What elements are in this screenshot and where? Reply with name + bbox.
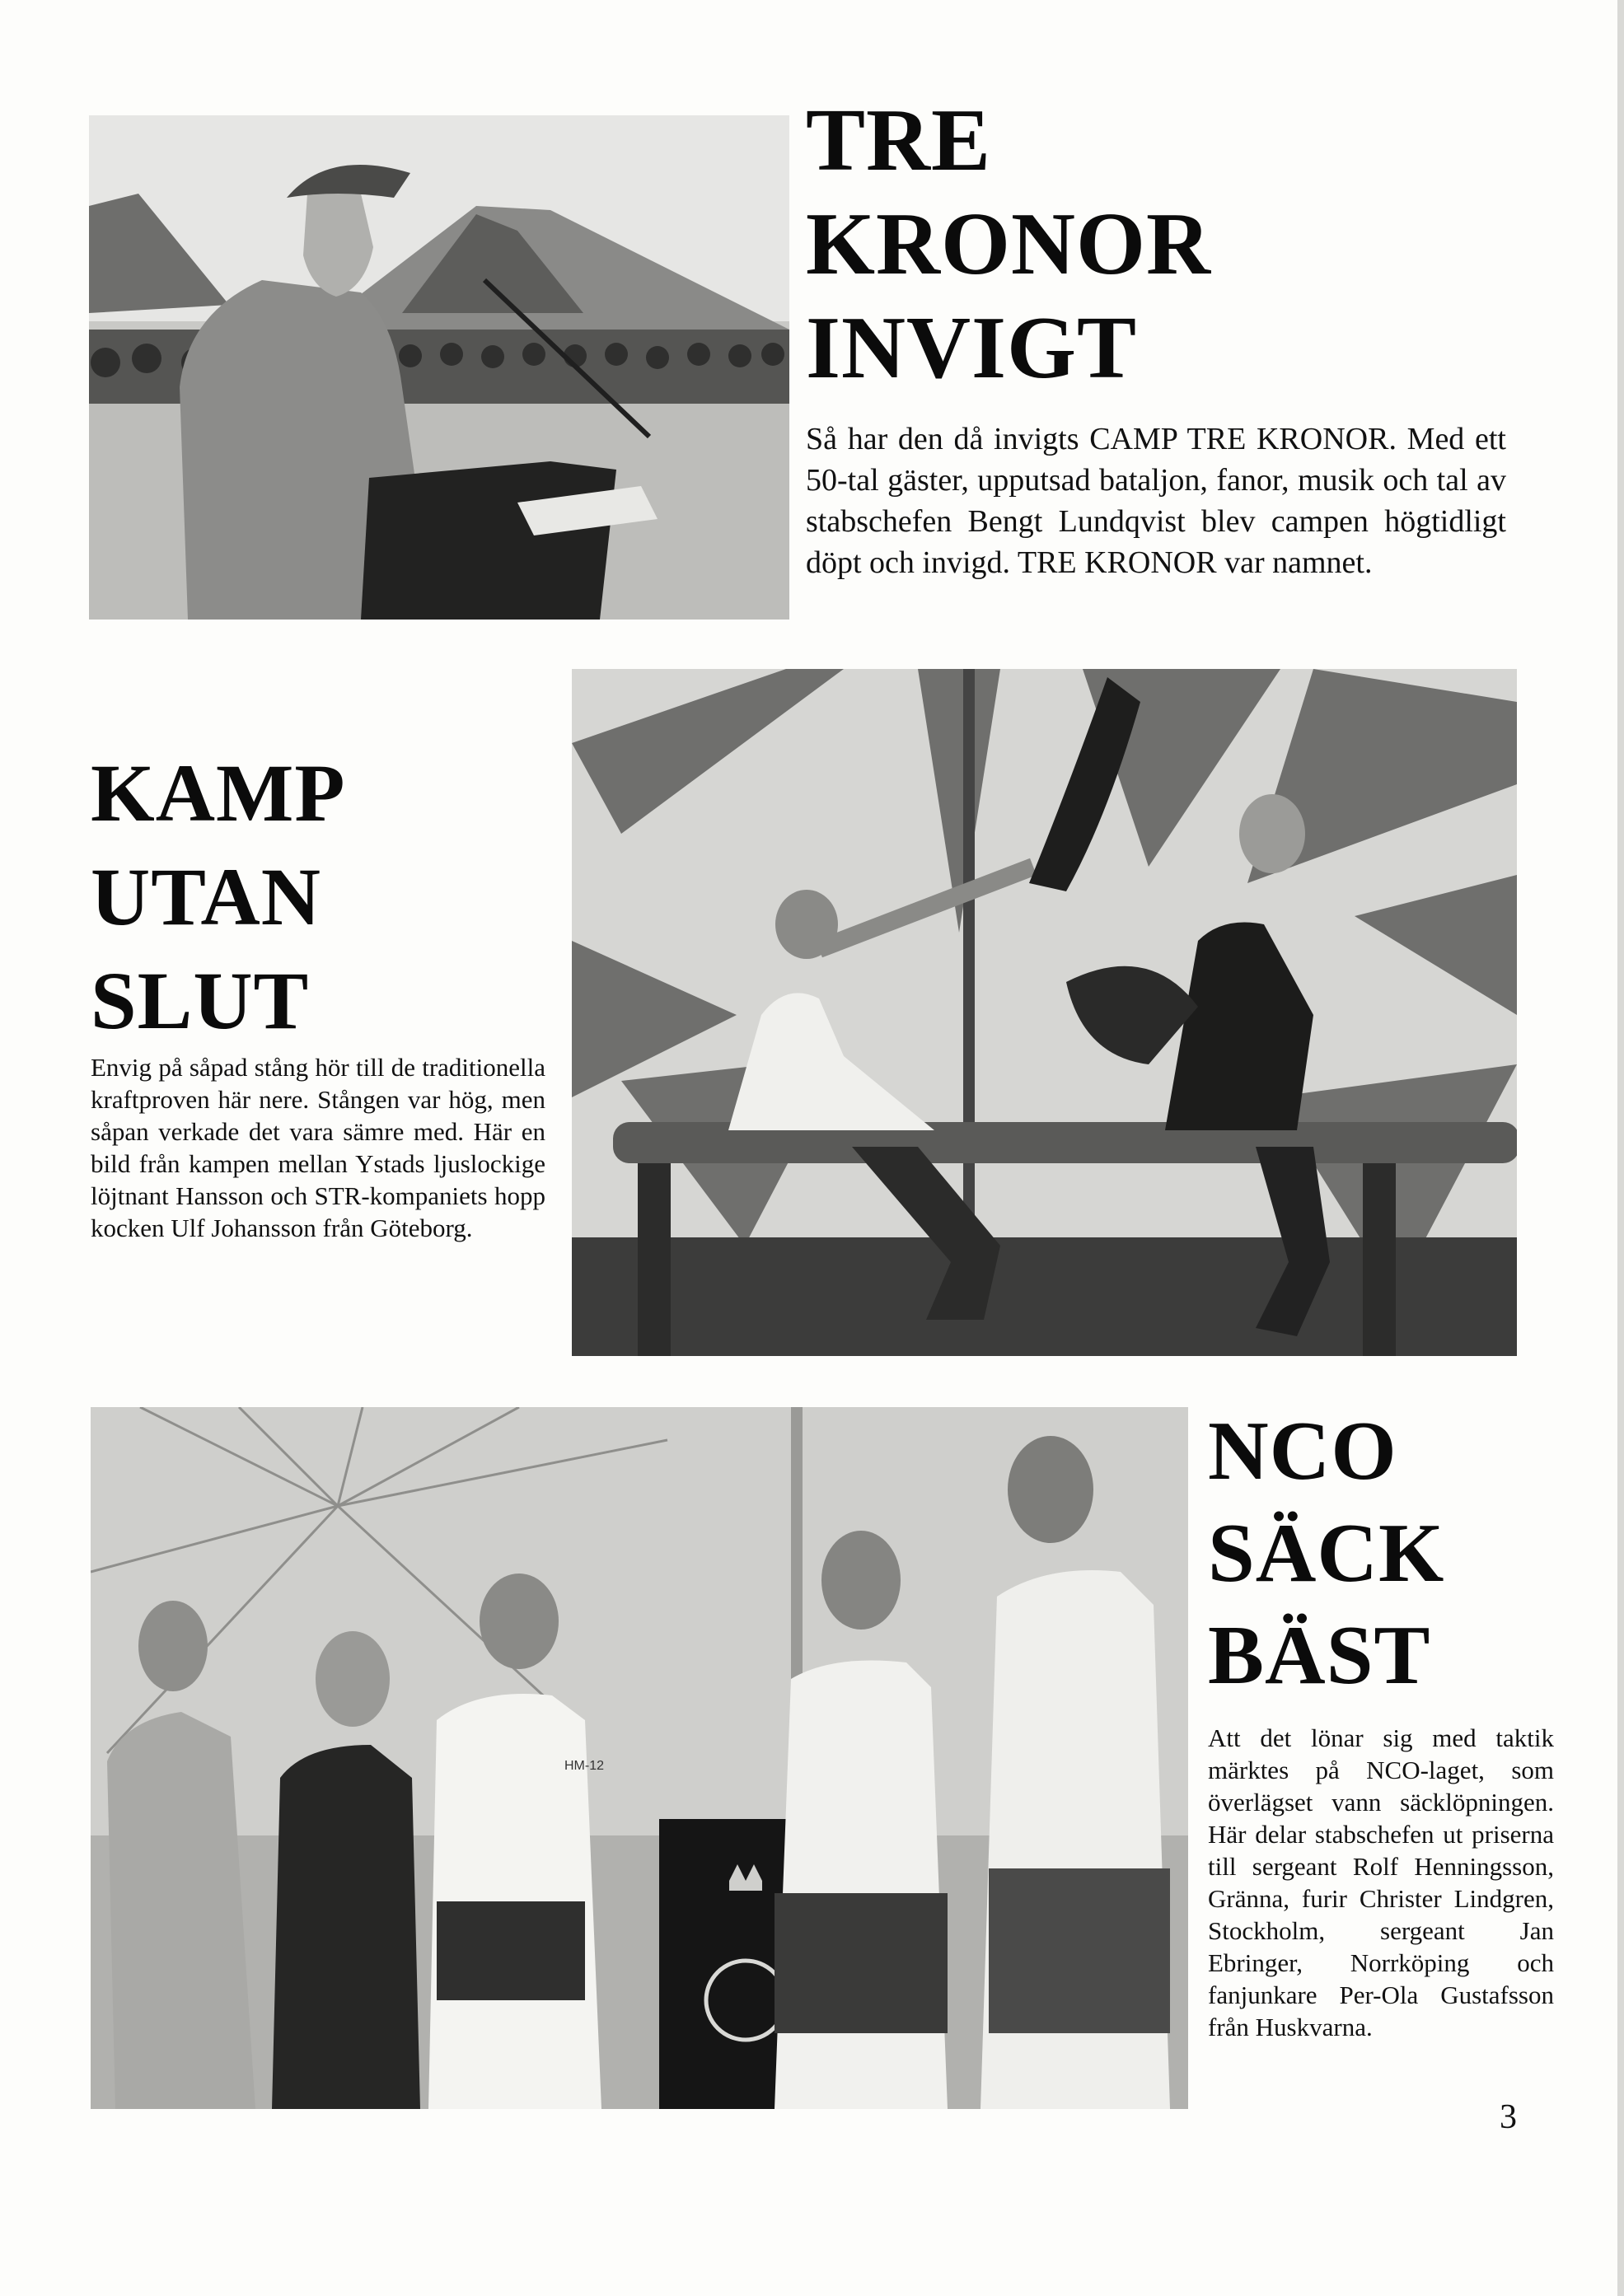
article-body-tre-kronor: Så har den då invigts CAMP TRE KRONOR. Med ett 50-tal gäster, upputsad bataljon, fanor, musik och tal av stabschefen Bengt Lundqvist blev campen högtidligt döpt och invigd. TRE KRONOR var namnet. (806, 422, 1506, 580)
article-body-kamp-utan-slut: Envig på såpad stång hör till de traditionella kraftproven här nere. Stången var hög, men såpan verkade det vara sämre med. Här en bild från kampen mellan Ystads ljuslockige löjtnant Hansson och STR-kompaniets hopp kocken Ulf Johansson från Göteborg. (91, 1053, 545, 1242)
headline-line: KRONOR (806, 195, 1211, 293)
headline-nco-sack-bast (1208, 1401, 1444, 1707)
headline-kamp-utan-slut (91, 741, 345, 1053)
headline-line: SLUT (91, 955, 310, 1046)
headline-line: INVIGT (806, 299, 1138, 397)
headline-line: BÄST (1208, 1609, 1431, 1702)
photo-prize-ceremony (91, 1407, 1188, 2109)
article-body-nco-sack-bast: Att det lönar sig med taktik märktes på NCO-laget, som överlägset vann säcklöpningen. Här delar stabschefen ut priserna till sergeant Rolf Henningsson, Gränna, furir Christer Lindgren, Stockholm, sergeant Jan Ebringer, Norrköping och fanjunkare Per-Ola Gustafsson från Huskvarna. (1208, 1723, 1554, 2041)
photo-inauguration-speech (89, 115, 789, 620)
headline-line: KAMP (91, 747, 346, 839)
page-number: 3 (1500, 2098, 1517, 2136)
headline-line: TRE (806, 91, 992, 189)
shirt-logo-text: HM-12 (564, 1759, 605, 1773)
headline-line: SÄCK (1208, 1507, 1445, 1600)
page-edge (1617, 0, 1624, 2296)
headline-line: UTAN (91, 851, 321, 942)
photo-pole-fight (572, 669, 1517, 1356)
headline-tre-kronor-invigt (806, 89, 1211, 400)
headline-line: NCO (1208, 1405, 1397, 1498)
